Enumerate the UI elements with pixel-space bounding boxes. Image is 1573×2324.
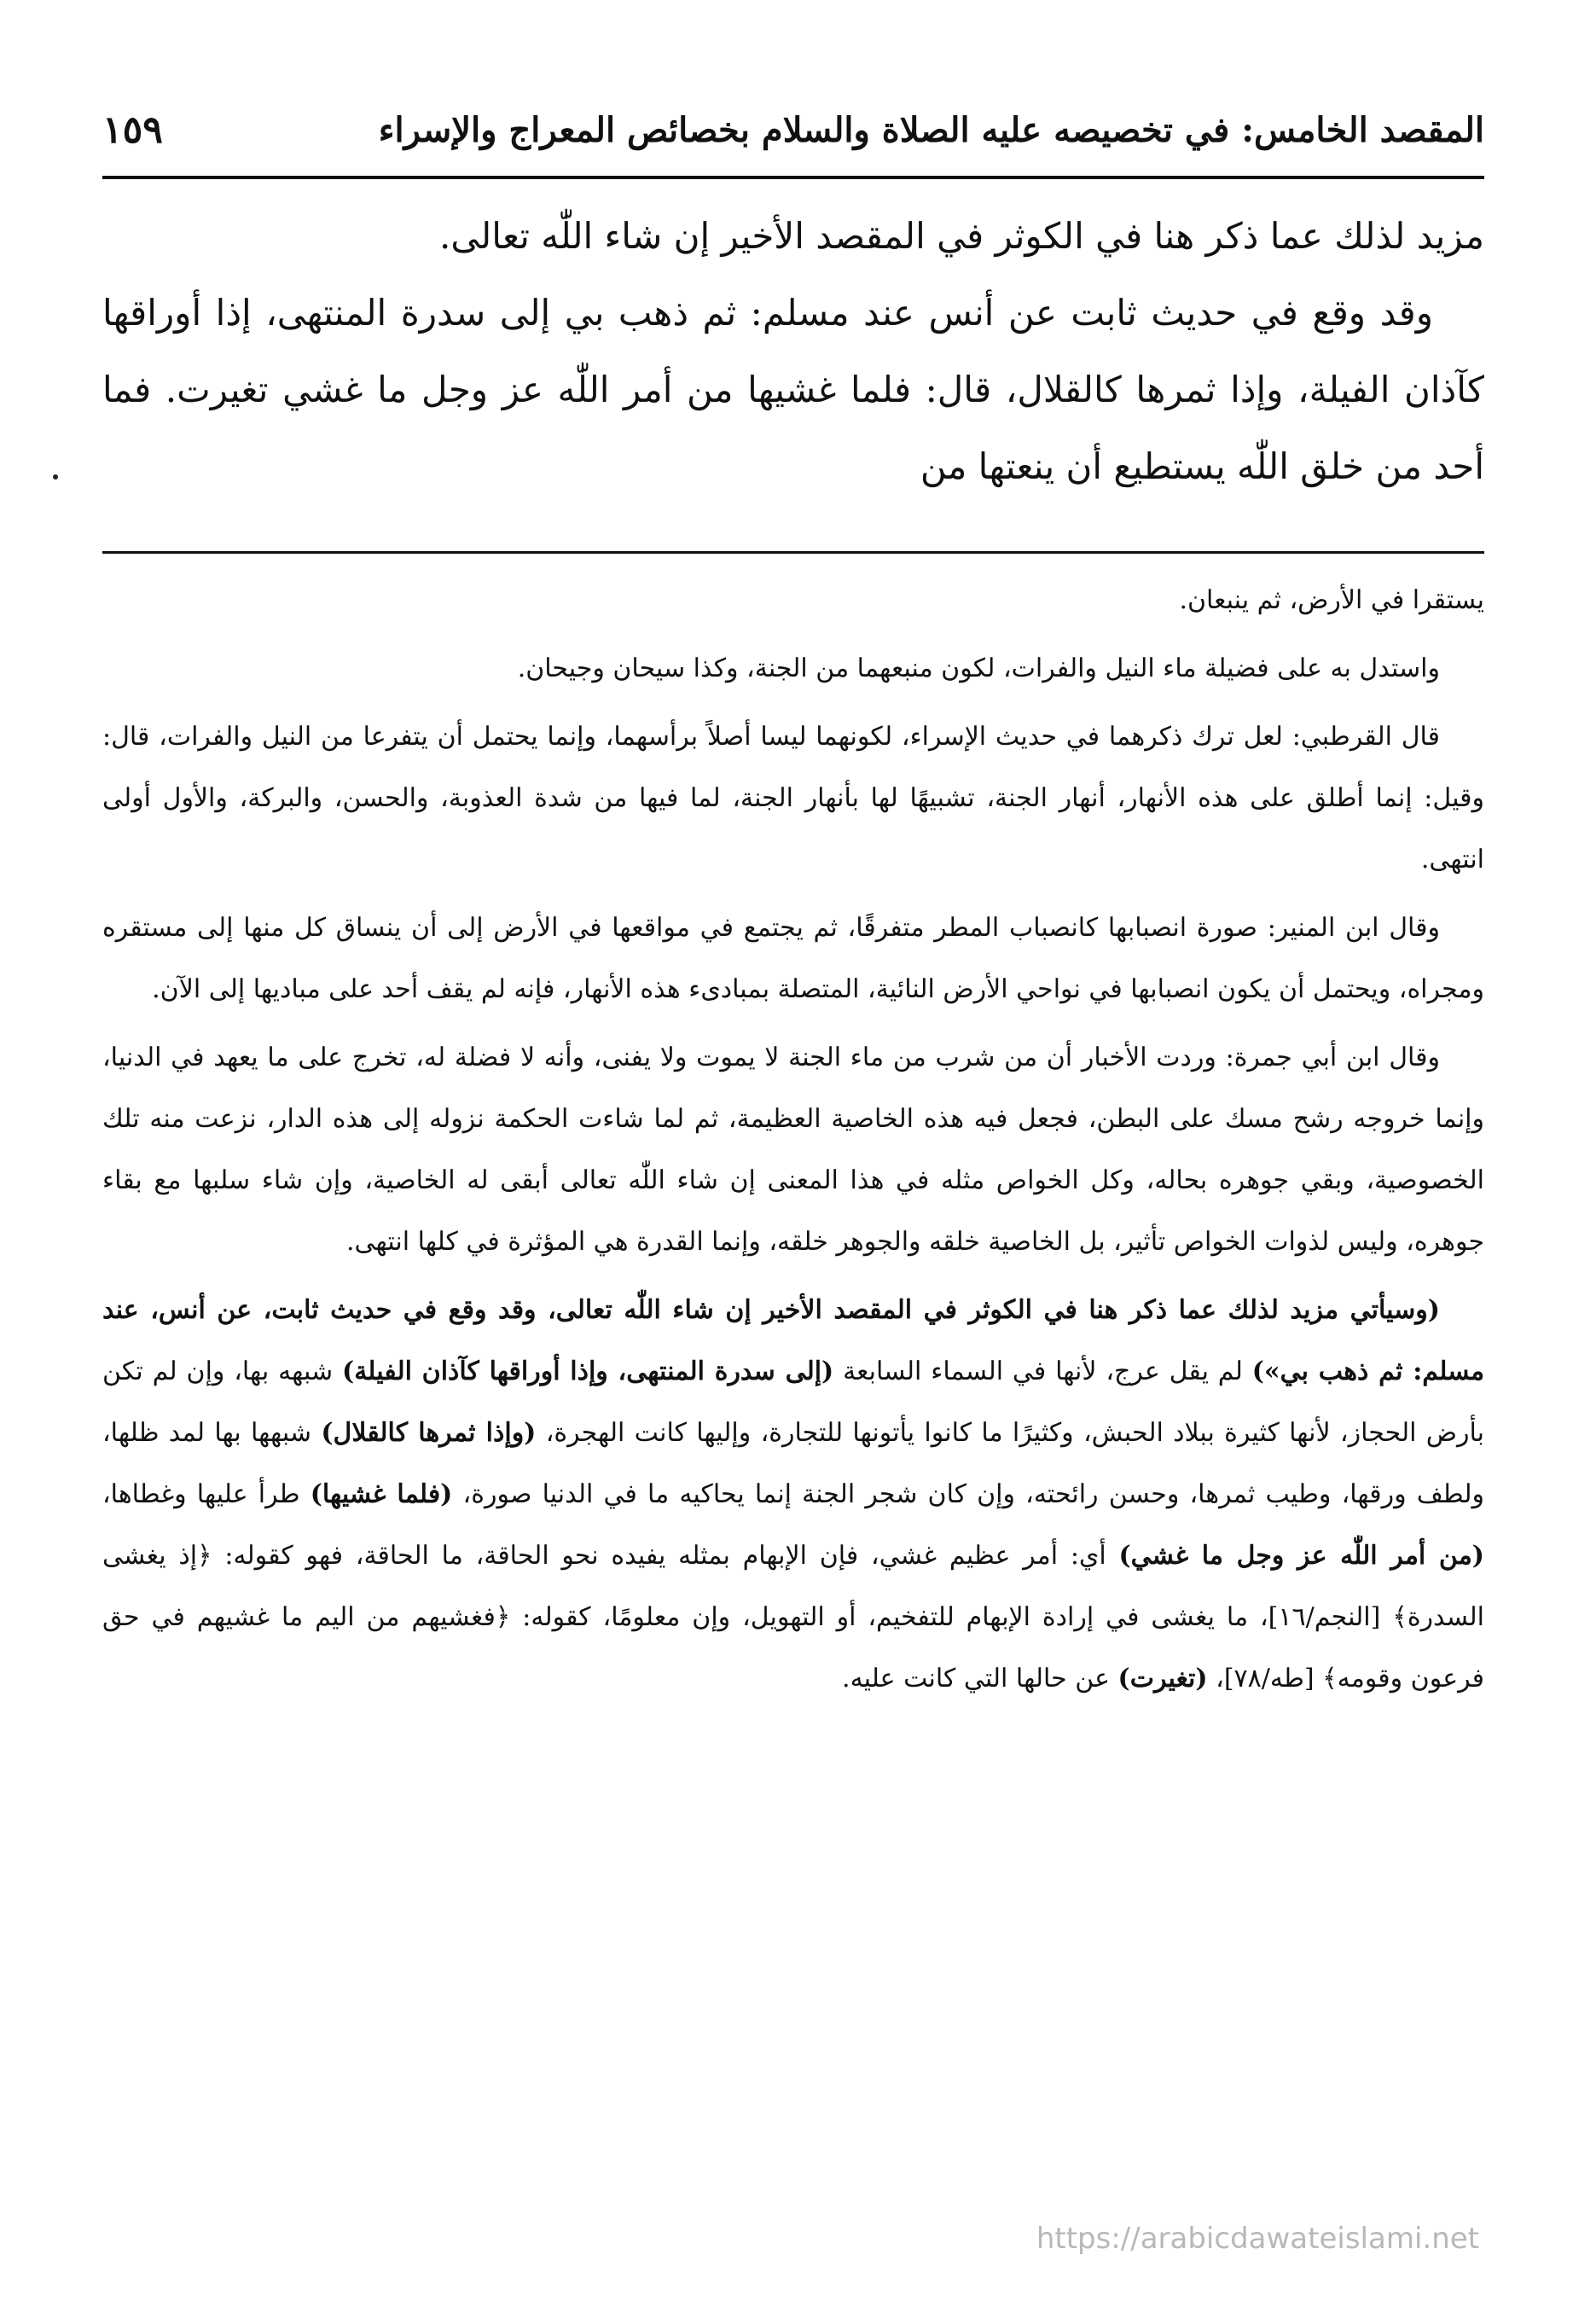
commentary-text-run: عن حالها التي كانت عليه.: [842, 1664, 1118, 1694]
header-rule: [102, 176, 1484, 179]
commentary-paragraph: يستقرا في الأرض، ثم ينبعان.: [1179, 585, 1484, 615]
commentary-text-run: طرأ عليها وغطاها،: [102, 1479, 311, 1509]
main-text: [102, 198, 1484, 505]
quoted-matn: (فلما غشيها): [310, 1479, 453, 1509]
page-number: ١٥٩: [102, 107, 163, 152]
main-paragraph: وقد وقع في حديث ثابت عن أنس عند مسلم: ثم ذهب بي إلى سدرة المنتهى، إذا أوراقها كآذان الفيلة، وإذا ثمرها كالقلال، قال: فلما غشيها من أمر اللّٰه عز وجل ما غشي تغيرت. فما أحد من خلق اللّٰه يستطيع أن ينعتها من: [102, 292, 1484, 487]
commentary-paragraph: [102, 1280, 1484, 1710]
footnote-separator: [102, 551, 1484, 554]
running-title: المقصد الخامس: في تخصيصه عليه الصلاة والسلام بخصائص المعراج والإسراء: [378, 109, 1484, 150]
commentary-paragraph: وقال ابن أبي جمرة: وردت الأخبار أن من شرب من ماء الجنة لا يموت ولا يفنى، وأنه لا فضلة له، تخرج على ما يعهد في الدنيا، وإنما خروجه رشح مسك على البطن، فجعل فيه هذه الخاصية العظيمة، ثم لما شاءت الحكمة نزوله إلى هذه الدار، نزعت منه تلك الخصوصية، وبقي جوهره بحاله، وكل الخواص مثله في هذا المعنى إن شاء اللّٰه تعالى أبقى له الخاصية، وإن شاء سلبها مع بقاء جوهره، وليس لذوات الخواص تأثير، بل الخاصية خلقه والجوهر خلقه، وإنما القدرة هي المؤثرة في كلها انتهى.: [102, 1043, 1484, 1257]
commentary-text-run: شبهها بها لمد ظلها، ولطف ورقها، وطيب ثمرها، وحسن رائحته، وإن كان شجر الجنة إنما يحاكيه ما في الدنيا صورة،: [102, 1418, 1485, 1509]
margin-mark: [53, 474, 58, 479]
page-header: [102, 96, 1484, 164]
commentary-paragraph: وقال ابن المنير: صورة انصبابها كانصباب المطر متفرقًا، ثم يجتمع في مواقعها في الأرض إلى أن ينساق كل منها إلى مستقره ومجراه، ويحتمل أن يكون انصبابها في نواحي الأرض النائية، المتصلة بمبادىء هذه الأنهار، فإنه لم يقف أحد على مباديها إلى الآن.: [102, 913, 1484, 1004]
commentary-text-run: أي: أمر عظيم غشي، فإن الإبهام بمثله يفيده نحو الحاقة، ما الحاقة، فهو كقوله: ﴿إذ يغشى السدرة﴾ [النجم/١٦]، ما يغشى في إرادة الإبهام للتفخيم، أو التهويل، وإن معلومًا، كقوله: ﴿فغشيهم من اليم ما غشيهم في حق فرعون وقومه﴾ [طه/٧٨]،: [102, 1541, 1485, 1694]
watermark-url: https://arabicdawateislami.net: [1036, 2222, 1479, 2256]
commentary-text: [102, 570, 1484, 1717]
commentary-paragraph: واستدل به على فضيلة ماء النيل والفرات، لكون منبعهما من الجنة، وكذا سيحان وجيحان.: [517, 654, 1440, 683]
quoted-matn: (تغيرت): [1117, 1664, 1208, 1694]
commentary-text-run: لم يقل عرج، لأنها في السماء السابعة: [833, 1357, 1252, 1386]
quoted-matn: (وسيأتي مزيد لذلك عما ذكر هنا في الكوثر في المقصد الأخير إن شاء اللّٰه تعالى، وقد وقع في حديث ثابت، عن أنس، عند مسلم: ثم ذهب بي»): [102, 1295, 1485, 1386]
quoted-matn: (من أمر اللّٰه عز وجل ما غشي): [1118, 1541, 1484, 1571]
commentary-text-run: شبهه بها، وإن لم تكن بأرض الحجاز، لأنها كثيرة ببلاد الحبش، وكثيرًا ما كانوا يأتونها للتجارة، وإليها كانت الهجرة،: [102, 1357, 1485, 1448]
commentary-paragraph: قال القرطبي: لعل ترك ذكرهما في حديث الإسراء، لكونهما ليسا أصلاً برأسهما، وإنما يحتمل أن يتفرعا من النيل والفرات، قال: وقيل: إنما أطلق على هذه الأنهار، أنهار الجنة، تشبيهًا لها بأنهار الجنة، لما فيها من شدة العذوبة، والحسن، والبركة، والأول أولى انتهى.: [102, 722, 1484, 874]
main-paragraph: مزيد لذلك عما ذكر هنا في الكوثر في المقصد الأخير إن شاء اللّٰه تعالى.: [439, 215, 1484, 257]
quoted-matn: (إلى سدرة المنتهى، وإذا أوراقها كآذان الفيلة): [342, 1357, 834, 1386]
quoted-matn: (وإذا ثمرها كالقلال): [321, 1418, 537, 1448]
